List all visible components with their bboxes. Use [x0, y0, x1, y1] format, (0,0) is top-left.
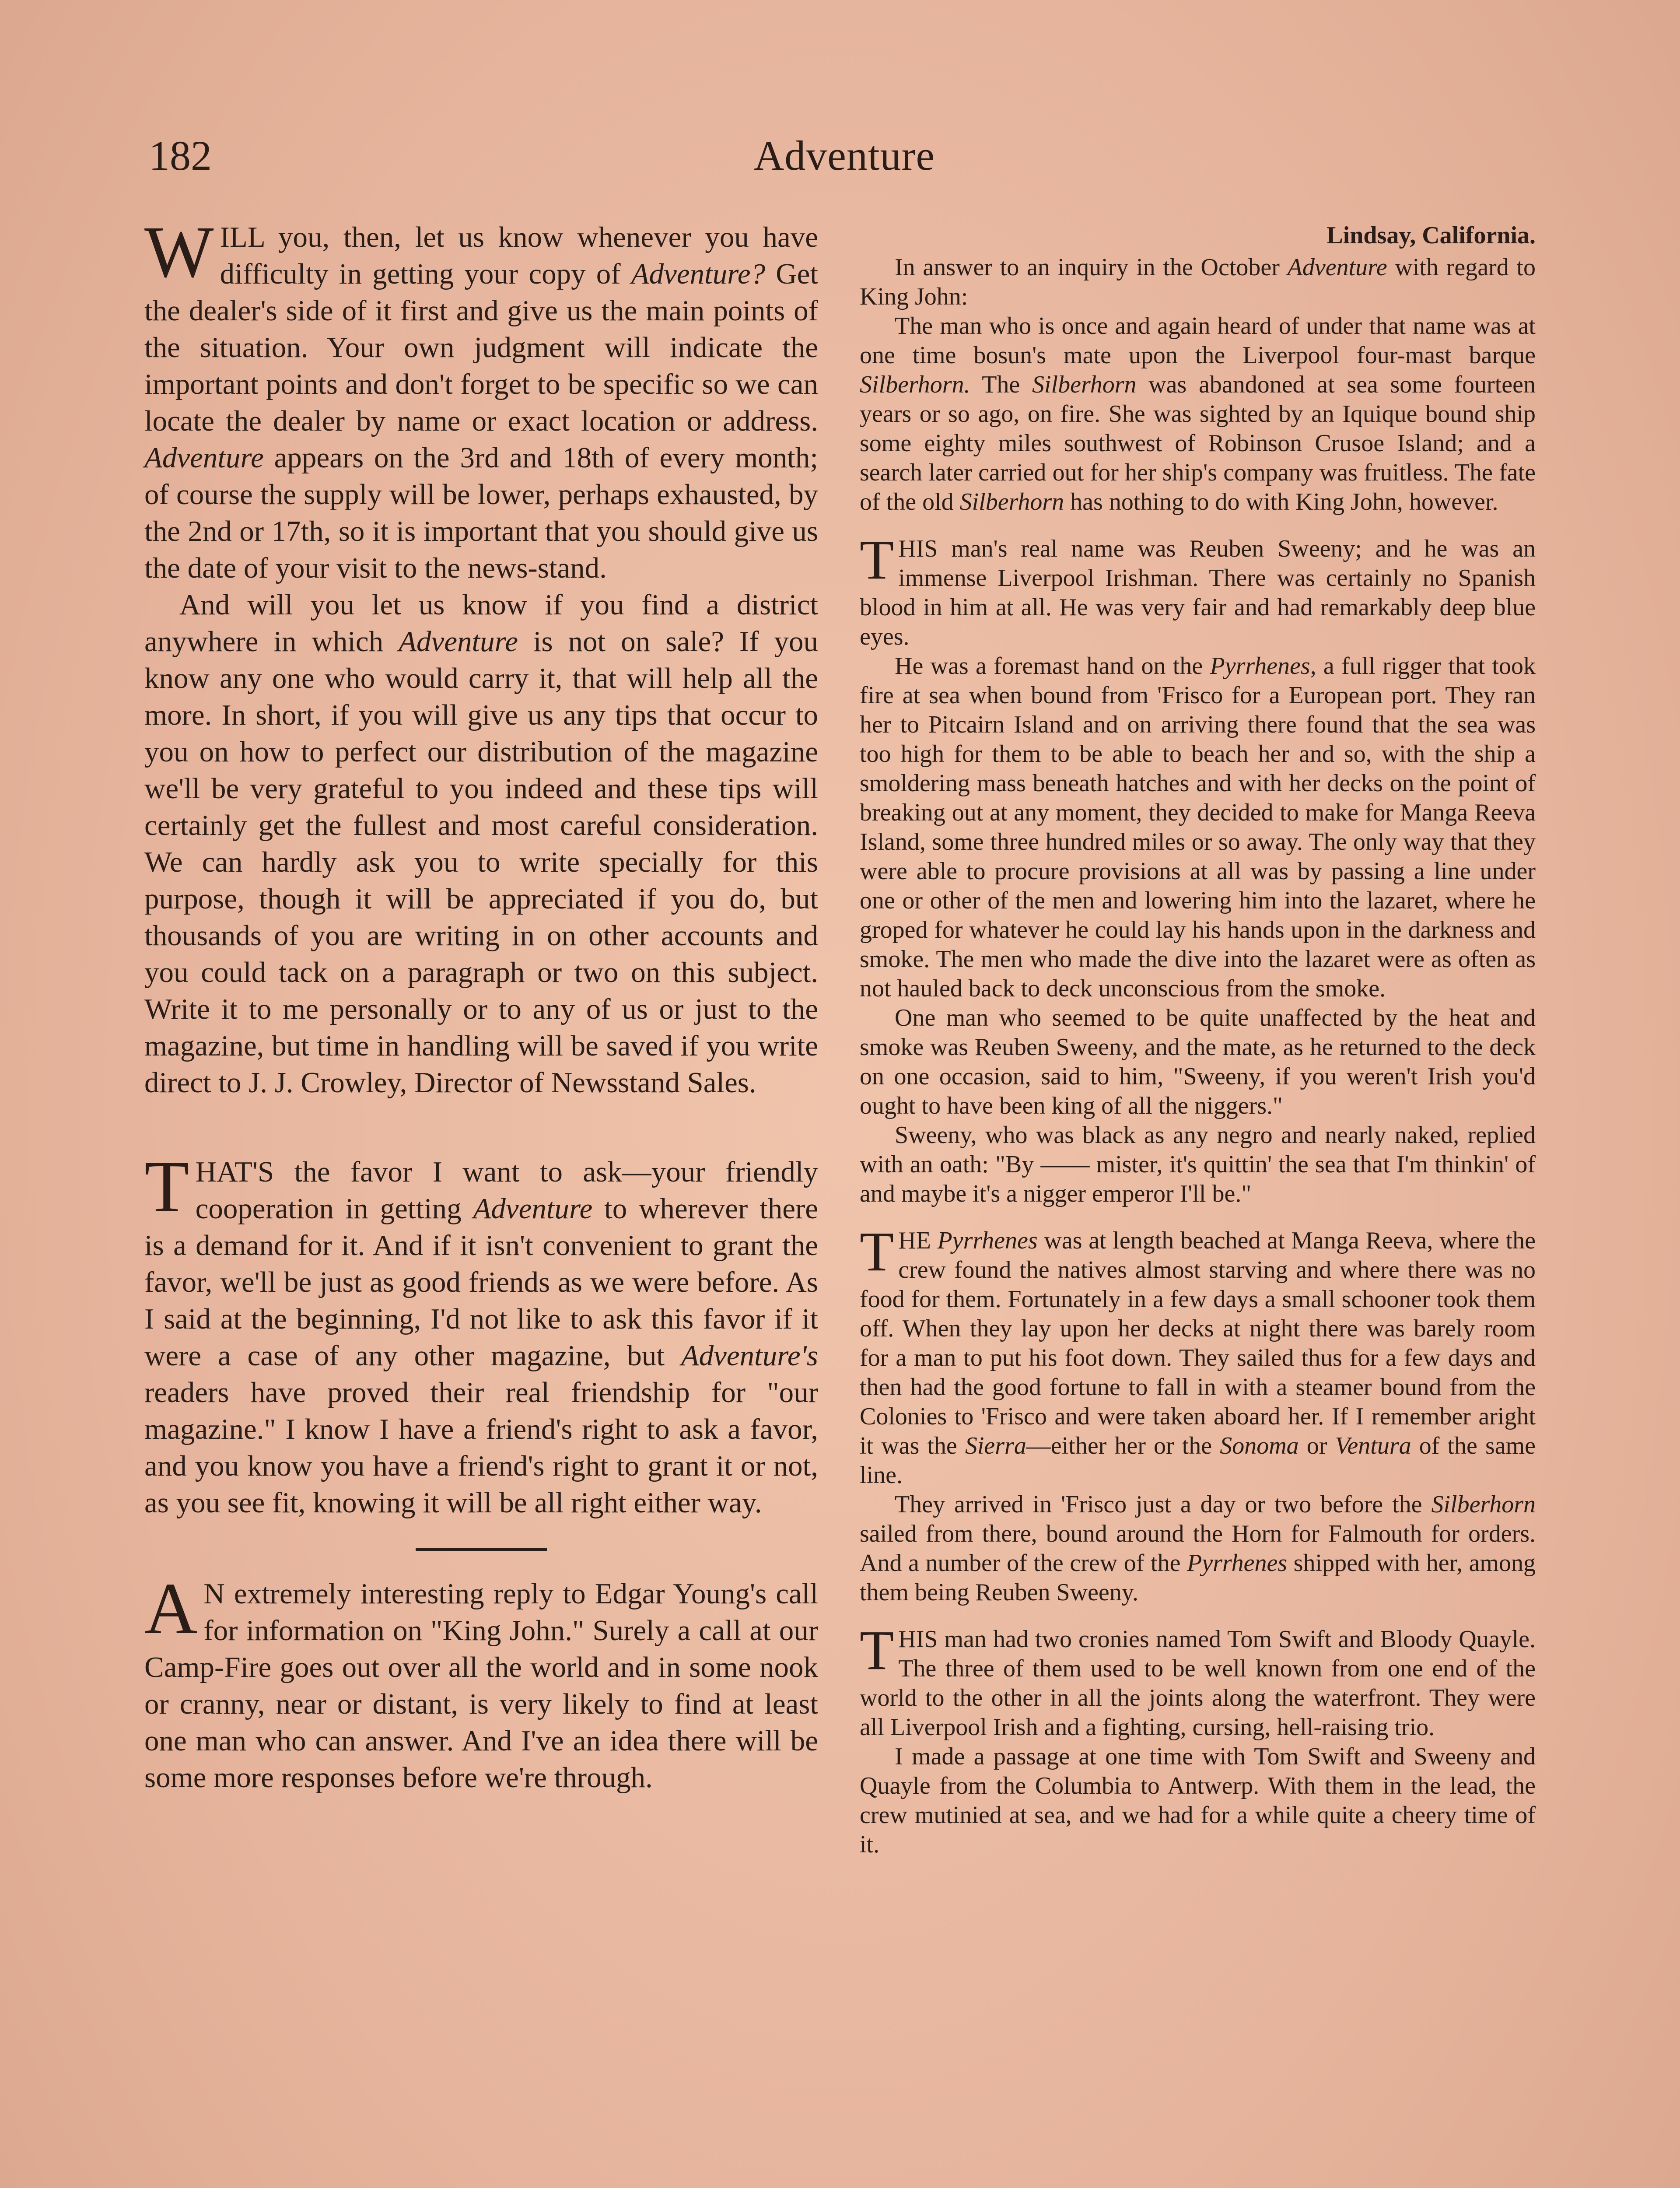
- drop-cap: T: [144, 1146, 189, 1227]
- page-number: 182: [149, 132, 212, 179]
- drop-cap: T: [860, 1619, 894, 1681]
- section-divider: [416, 1548, 547, 1551]
- drop-cap: T: [860, 1220, 894, 1283]
- running-title: Adventure: [753, 132, 935, 179]
- paragraph: THIS man had two cronies named Tom Swift and Bloody Quayle. The three of them used to be well known from one end of the world to the other in all the joints along the waterfront. They were all Liverpool Irish and a fighting, cursing, hell-raising trio.: [860, 1619, 1536, 1741]
- paragraph: THIS man's real name was Reuben Sweeny; and he was an immense Liverpool Irishman. There was certainly no Spanish blood in him at all. He was very fair and had remarkably deep blue eyes.: [860, 529, 1536, 650]
- paragraph: In answer to an inquiry in the October Adventure with regard to King John:: [860, 254, 1536, 310]
- paragraph: THAT'S the favor I want to ask—your friendly cooperation in getting Adventure to wherever there is a demand for it. And if it isn't convenient to grant the favor, we'll be just as good friends as we were before. As I said at the beginning, I'd not like to ask this favor if it were a case of any other magazine, but Adventure's readers have proved their real friendship for "our magazine." I know I have a friend's right to ask a favor, and you know you have a friend's right to grant it or not, as you see fit, knowing it will be all right either way.: [144, 1146, 818, 1519]
- right-column: [860, 221, 1536, 1859]
- paragraph: One man who seemed to be quite unaffected by the heat and smoke was Reuben Sweeny, and the mate, as he returned to the deck on one occasion, said to him, "Sweeny, if you weren't Irish you'd ought to have been king of all the niggers.": [860, 1004, 1536, 1119]
- paragraph: They arrived in 'Frisco just a day or two before the Silberhorn sailed from there, bound around the Horn for Falmouth for orders. And a number of the crew of the Pyrrhenes shipped with her, among them being Reuben Sweeny.: [860, 1491, 1536, 1606]
- paragraph: I made a passage at one time with Tom Swift and Sweeny and Quayle from the Columbia to Antwerp. With them in the lead, the crew mutinied at sea, and we had for a while quite a cheery time of it.: [860, 1743, 1536, 1858]
- left-column: [144, 211, 819, 1796]
- paragraph: A N extremely interesting reply to Edgar Young's call for information on "King John." Surely a call at our Camp-Fire goes out over all the world and in some nook or cranny, near or distant, is very likely to find at least one man who can answer. And I've an idea there will be some more responses before we're through.: [144, 1568, 818, 1794]
- drop-cap: W: [144, 211, 214, 293]
- letter-location: Lindsay, California.: [1326, 222, 1536, 249]
- paragraph: WILL you, then, let us know whenever you have difficulty in getting your copy of Adventure? Get the dealer's side of it first and give us the main points of the situation. Your own judgment will indicate the important points and don't forget to be specific so we can locate the dealer by name or exact location or address. Adventure appears on the 3rd and 18th of every month; of course the supply will be lower, perhaps exhausted, by the 2nd or 17th, so it is important that you should give us the date of your visit to the news-stand.: [144, 211, 818, 584]
- page-header: [149, 131, 1540, 184]
- drop-cap: A: [144, 1568, 198, 1649]
- paragraph: Sweeny, who was black as any negro and nearly naked, replied with an oath: "By —— mister, it's quittin' the sea that I'm thinkin' of and maybe it's a nigger emperor I'll be.": [860, 1122, 1536, 1207]
- paragraph: And will you let us know if you find a district anywhere in which Adventure is not on sale? If you know any one who would carry it, that will help all the more. In short, if you will give us any tips that occur to you on how to perfect our distribution of the magazine we'll be very grateful to you indeed and these tips will certainly get the fullest and most careful consideration. We can hardly ask you to write specially for this purpose, though it will be appreciated if you do, but thousands of you are writing in on other accounts and you could tack on a paragraph or two on this subject. Write it to me personally or to any of us or just to the magazine, but time in handling will be saved if you write direct to J. J. Crowley, Director of Newsstand Sales.: [144, 589, 819, 1099]
- paragraph: THE Pyrrhenes was at length beached at Manga Reeva, where the crew found the natives almost starving and where there was no food for them. Fortunately in a few days a small schooner took them off. When they lay upon her decks at night there was barely room for a man to put his foot down. They sailed thus for a few days and then had the good fortune to fall in with a steamer bound from the Colonies to 'Frisco and were taken aboard her. If I remember aright it was the Sierra—either her or the Sonoma or Ventura of the same line.: [860, 1220, 1536, 1489]
- drop-cap: T: [860, 529, 894, 591]
- paragraph: He was a foremast hand on the Pyrrhenes, a full rigger that took fire at sea when bound from 'Frisco for a European port. They ran her to Pitcairn Island and on arriving there found that the sea was too high for them to be able to beach her and so, with the ship a smoldering mass beneath hatches and with her decks on the point of breaking out at any moment, they decided to make for Manga Reeva Island, some three hundred miles or so away. The only way that they were able to procure provisions at all was by passing a line under one or other of the men and lowering him into the lazaret, where he groped for whatever he could lay his hands upon in the darkness and smoke. The men who made the dive into the lazaret were as often as not hauled back to deck unconscious from the smoke.: [860, 652, 1536, 1002]
- paragraph: The man who is once and again heard of under that name was at one time bosun's mate upon the Liverpool four-mast barque Silberhorn. The Silberhorn was abandoned at sea some fourteen years or so ago, on fire. She was sighted by an Iquique bound ship some eighty miles southwest of Robinson Crusoe Island; and a search later carried out for her ship's company was fruitless. The fate of the old Silberhorn has nothing to do with King John, however.: [860, 312, 1536, 515]
